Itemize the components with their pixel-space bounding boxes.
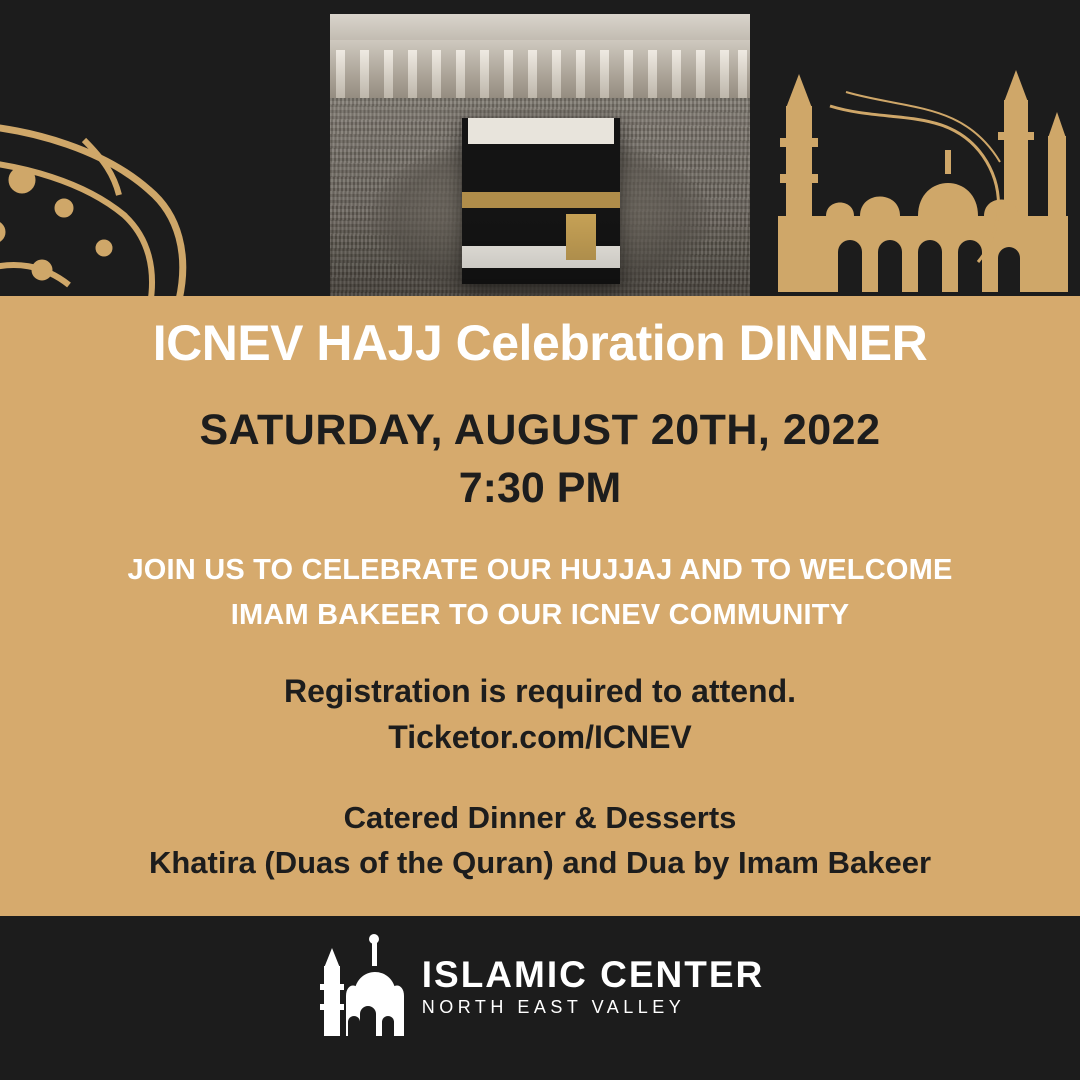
logo-text-block	[422, 956, 765, 1016]
invitation-text	[60, 548, 1020, 638]
program-line-2: Khatira (Duas of the Quran) and Dua by Imam Bakeer	[148, 844, 932, 880]
logo-tagline: NORTH EAST VALLEY	[421, 997, 686, 1017]
page-title: ICNEV HAJJ Celebration DINNER	[152, 315, 928, 371]
invitation-line-2: IMAM BAKEER TO OUR ICNEV COMMUNITY	[230, 598, 850, 631]
program-details	[40, 796, 1040, 886]
mosque-icon	[316, 930, 408, 1042]
event-time: 7:30 PM	[458, 464, 622, 512]
logo-name: ISLAMIC CENTER	[421, 954, 765, 995]
registration-info	[60, 668, 1020, 761]
photo-overlay	[330, 14, 750, 296]
event-date: SATURDAY, AUGUST 20TH, 2022	[199, 406, 881, 454]
registration-link[interactable]: Ticketor.com/ICNEV	[388, 719, 692, 756]
kaaba-photo	[330, 14, 750, 296]
program-line-1: Catered Dinner & Desserts	[343, 800, 737, 835]
main-gold-panel	[0, 296, 1080, 916]
invitation-line-1: JOIN US TO CELEBRATE OUR HUJJAJ AND TO WELCOME	[127, 554, 953, 586]
registration-notice: Registration is required to attend.	[283, 673, 797, 709]
islamic-corner-pattern-top-left	[0, 120, 214, 310]
organization-logo	[0, 930, 1080, 1042]
mosque-skyline-silhouette	[768, 66, 1068, 296]
